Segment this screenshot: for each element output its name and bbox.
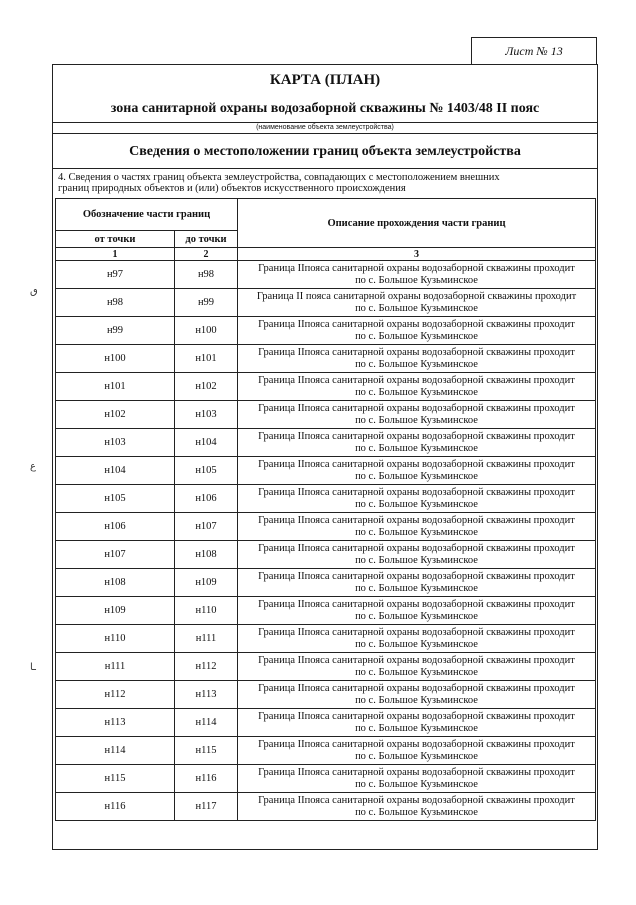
table-row: [56, 709, 596, 737]
description-line: Граница IIпояса санитарной охраны водозаборной скважины проходит: [258, 710, 575, 722]
table-row: [56, 261, 596, 289]
from-point-cell: н103: [56, 429, 175, 457]
from-point-cell: н109: [56, 597, 175, 625]
description-cell: [238, 793, 596, 821]
col-number: 1: [56, 248, 175, 261]
description-line: Граница IIпояса санитарной охраны водозаборной скважины проходит: [258, 486, 575, 498]
description-line: Граница IIпояса санитарной охраны водозаборной скважины проходит: [258, 794, 575, 806]
description-line: по с. Большое Кузьминское: [355, 666, 478, 678]
description-cell: [238, 597, 596, 625]
description-line: по с. Большое Кузьминское: [355, 498, 478, 510]
description-line: по с. Большое Кузьминское: [355, 778, 478, 790]
description-line: по с. Большое Кузьминское: [355, 582, 478, 594]
description-cell: [238, 401, 596, 429]
to-point-cell: н116: [175, 765, 238, 793]
description-line: Граница IIпояса санитарной охраны водозаборной скважины проходит: [258, 374, 575, 386]
sheet-number-label: Лист № 13: [471, 37, 597, 65]
table-row: [56, 653, 596, 681]
description-line: по с. Большое Кузьминское: [355, 722, 478, 734]
from-point-cell: н108: [56, 569, 175, 597]
from-point-cell: н104: [56, 457, 175, 485]
table-row: [56, 597, 596, 625]
description-line: по с. Большое Кузьминское: [355, 610, 478, 622]
from-point-cell: н107: [56, 541, 175, 569]
description-line: Граница IIпояса санитарной охраны водозаборной скважины проходит: [258, 514, 575, 526]
description-cell: [238, 625, 596, 653]
description-line: Граница IIпояса санитарной охраны водозаборной скважины проходит: [258, 738, 575, 750]
col-number: 2: [175, 248, 238, 261]
description-line: по с. Большое Кузьминское: [355, 442, 478, 454]
description-line: по с. Большое Кузьминское: [355, 806, 478, 818]
description-line: Граница IIпояса санитарной охраны водозаборной скважины проходит: [258, 402, 575, 414]
to-point-cell: н110: [175, 597, 238, 625]
table-row: [56, 737, 596, 765]
description-line: Граница IIпояса санитарной охраны водозаборной скважины проходит: [258, 430, 575, 442]
table-row: [56, 429, 596, 457]
description-line: Граница II пояса санитарной охраны водозаборной скважины проходит: [256, 290, 577, 302]
to-point-cell: н117: [175, 793, 238, 821]
to-point-cell: н115: [175, 737, 238, 765]
description-line: Граница IIпояса санитарной охраны водозаборной скважины проходит: [258, 542, 575, 554]
margin-mark: ع: [30, 461, 36, 472]
description-line: Граница IIпояса санитарной охраны водозаборной скважины проходит: [258, 570, 575, 582]
description-line: Граница IIпояса санитарной охраны водозаборной скважины проходит: [258, 682, 575, 694]
to-point-cell: н109: [175, 569, 238, 597]
to-point-cell: н98: [175, 261, 238, 289]
to-point-cell: н101: [175, 345, 238, 373]
object-name-caption: (наименование объекта землеустройства): [53, 122, 597, 134]
from-point-cell: н97: [56, 261, 175, 289]
col-header-description: Описание прохождения части границ: [238, 199, 596, 248]
description-cell: [238, 709, 596, 737]
description-cell: [238, 345, 596, 373]
to-point-cell: н106: [175, 485, 238, 513]
to-point-cell: н107: [175, 513, 238, 541]
description-line: Граница IIпояса санитарной охраны водозаборной скважины проходит: [258, 262, 575, 274]
description-line: Граница IIпояса санитарной охраны водозаборной скважины проходит: [258, 458, 575, 470]
table-row: [56, 765, 596, 793]
table-row: [56, 485, 596, 513]
description-cell: [238, 289, 596, 317]
to-point-cell: н105: [175, 457, 238, 485]
description-cell: [238, 653, 596, 681]
from-point-cell: н102: [56, 401, 175, 429]
from-point-cell: н114: [56, 737, 175, 765]
from-point-cell: н101: [56, 373, 175, 401]
description-cell: [238, 541, 596, 569]
description-line: Граница IIпояса санитарной охраны водозаборной скважины проходит: [258, 346, 575, 358]
to-point-cell: н111: [175, 625, 238, 653]
description-line: по с. Большое Кузьминское: [355, 470, 478, 482]
from-point-cell: н116: [56, 793, 175, 821]
col-group-header: Обозначение части границ: [56, 199, 238, 231]
description-line: по с. Большое Кузьминское: [355, 638, 478, 650]
description-cell: [238, 681, 596, 709]
description-cell: [238, 429, 596, 457]
description-line: Граница IIпояса санитарной охраны водозаборной скважины проходит: [258, 766, 575, 778]
to-point-cell: н103: [175, 401, 238, 429]
table-row: [56, 401, 596, 429]
from-point-cell: н100: [56, 345, 175, 373]
description-line: по с. Большое Кузьминское: [355, 330, 478, 342]
description-line: Граница IIпояса санитарной охраны водозаборной скважины проходит: [258, 598, 575, 610]
to-point-cell: н104: [175, 429, 238, 457]
description-line: по с. Большое Кузьминское: [355, 750, 478, 762]
table-row: [56, 373, 596, 401]
description-cell: [238, 513, 596, 541]
to-point-cell: н102: [175, 373, 238, 401]
margin-mark: ٯ: [30, 286, 38, 297]
description-line: по с. Большое Кузьминское: [355, 302, 478, 314]
table-row: [56, 793, 596, 821]
description-cell: [238, 261, 596, 289]
description-cell: [238, 765, 596, 793]
margin-mark: ـا: [30, 662, 36, 673]
table-row: [56, 513, 596, 541]
table-row: [56, 541, 596, 569]
table-row: [56, 289, 596, 317]
description-cell: [238, 737, 596, 765]
to-point-cell: н113: [175, 681, 238, 709]
section-note: [58, 172, 588, 194]
document-subtitle: зона санитарной охраны водозаборной скважины № 1403/48 II пояс: [110, 101, 540, 116]
to-point-cell: н112: [175, 653, 238, 681]
from-point-cell: н105: [56, 485, 175, 513]
from-point-cell: н115: [56, 765, 175, 793]
to-point-cell: н108: [175, 541, 238, 569]
col-number: 3: [238, 248, 596, 261]
from-point-cell: н113: [56, 709, 175, 737]
table-row: [56, 569, 596, 597]
description-line: по с. Большое Кузьминское: [355, 414, 478, 426]
description-line: Граница IIпояса санитарной охраны водозаборной скважины проходит: [258, 318, 575, 330]
to-point-cell: н114: [175, 709, 238, 737]
description-line: Граница IIпояса санитарной охраны водозаборной скважины проходит: [258, 654, 575, 666]
from-point-cell: н110: [56, 625, 175, 653]
description-line: Граница IIпояса санитарной охраны водозаборной скважины проходит: [258, 626, 575, 638]
from-point-cell: н111: [56, 653, 175, 681]
from-point-cell: н106: [56, 513, 175, 541]
description-cell: [238, 373, 596, 401]
document-title: КАРТА (ПЛАН): [269, 72, 381, 88]
description-line: по с. Большое Кузьминское: [355, 694, 478, 706]
document-frame: [52, 64, 598, 850]
from-point-cell: н99: [56, 317, 175, 345]
col-header-from: от точки: [56, 231, 175, 248]
description-cell: [238, 457, 596, 485]
description-cell: [238, 317, 596, 345]
description-cell: [238, 569, 596, 597]
table-row: [56, 457, 596, 485]
from-point-cell: н112: [56, 681, 175, 709]
to-point-cell: н99: [175, 289, 238, 317]
description-line: по с. Большое Кузьминское: [355, 274, 478, 286]
table-row: [56, 345, 596, 373]
to-point-cell: н100: [175, 317, 238, 345]
section-heading: Сведения о местоположении границ объекта землеустройства: [53, 135, 597, 169]
from-point-cell: н98: [56, 289, 175, 317]
description-cell: [238, 485, 596, 513]
section-note-line: границ природных объектов и (или) объектов искусственного происхождения: [58, 183, 406, 194]
col-header-to: до точки: [175, 231, 238, 248]
table-row: [56, 681, 596, 709]
description-line: по с. Большое Кузьминское: [355, 358, 478, 370]
table-row: [56, 317, 596, 345]
boundary-parts-table: [55, 198, 596, 821]
description-line: по с. Большое Кузьминское: [355, 386, 478, 398]
description-line: по с. Большое Кузьминское: [355, 526, 478, 538]
section-note-line: 4. Сведения о частях границ объекта землеустройства, совпадающих с местоположением внешних: [58, 172, 500, 183]
description-line: по с. Большое Кузьминское: [355, 554, 478, 566]
table-row: [56, 625, 596, 653]
